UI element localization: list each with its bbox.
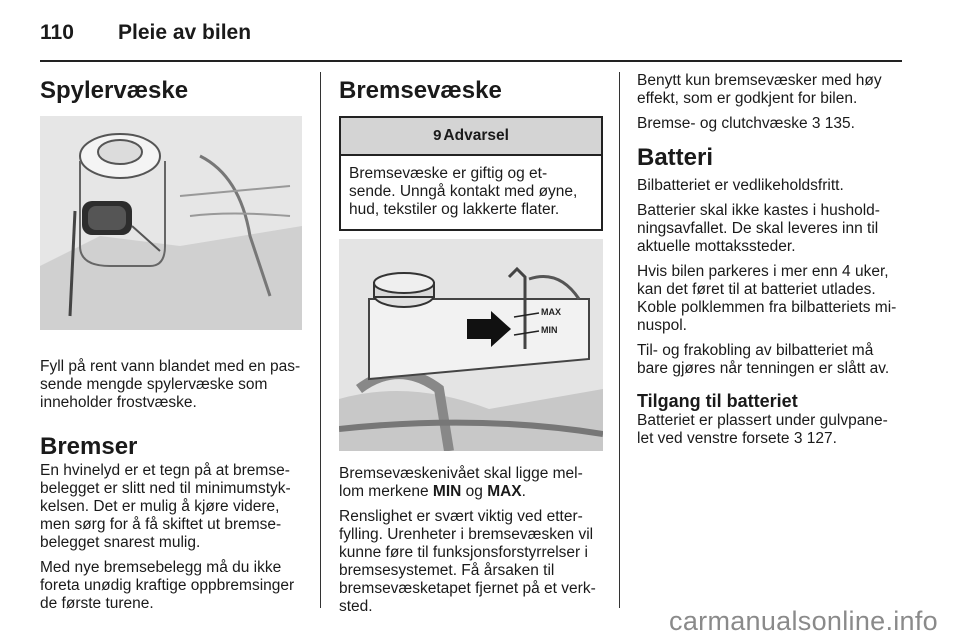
header-rule xyxy=(40,60,902,62)
reference-page: 135. xyxy=(820,115,855,132)
warning-title: Advarsel xyxy=(443,127,509,144)
reference-arrow-icon: 3 xyxy=(811,115,821,132)
chapter-title: Pleie av bilen xyxy=(118,21,252,44)
column-middle xyxy=(339,72,603,623)
min-label: MIN xyxy=(432,483,462,500)
washer-fluid-text: Fyll på rent vann blandet med en pas-sende mengde spylervæske som inneholder frostvæske. xyxy=(40,358,301,411)
battery-text-3: Hvis bilen parkeres i mer enn 4 uker, kan det føret til at batteriet utlades. Koble polklemmen fra bilbatteriets mi-nuspol. xyxy=(637,263,897,334)
column-left xyxy=(40,72,302,620)
brakes-text-2: Med nye bremsebelegg må du ikke foreta unødig kraftige oppbremsinger de første turene. xyxy=(40,559,295,612)
page-number: 110 xyxy=(40,21,74,44)
reference-text: Bremse- og clutchvæske xyxy=(637,115,812,132)
access-arrow-icon: 3 xyxy=(793,430,803,447)
brake-fluid-reservoir-figure xyxy=(339,239,603,451)
brake-clutch-reference xyxy=(637,115,903,133)
battery-access-text xyxy=(637,412,903,448)
min-mark-label: MIN xyxy=(541,325,558,335)
washer-fluid-heading: Spylervæske xyxy=(40,77,189,104)
brake-level-text xyxy=(339,465,603,501)
brake-level-text-after: . xyxy=(521,483,526,500)
access-page: 127. xyxy=(802,430,837,447)
battery-access-text-body: Batteriet er plassert under gulvpane-let ved venstre forsete xyxy=(637,412,888,447)
brakes-heading: Bremser xyxy=(40,433,138,460)
column-divider-2 xyxy=(619,72,620,608)
battery-heading: Batteri xyxy=(637,144,714,171)
brake-fluid-spec-text: Benytt kun bremsevæsker med høy effekt, som er godkjent for bilen. xyxy=(637,72,882,107)
brake-level-text-before: Bremsevæskenivået skal ligge mel-lom merkene xyxy=(339,465,583,500)
column-divider-1 xyxy=(320,72,321,608)
warning-text: Bremsevæske er giftig og et-sende. Unngå kontakt med øyne, hud, tekstiler og lakkerte flater. xyxy=(349,165,578,218)
brake-fluid-heading: Bremsevæske xyxy=(339,77,502,104)
brake-level-text-mid: og xyxy=(461,483,488,500)
warning-triangle-icon: 9 xyxy=(433,127,442,144)
watermark: carmanualsonline.info xyxy=(669,606,938,636)
warning-box xyxy=(339,116,603,231)
cleanliness-text: Renslighet er svært viktig ved etter-fylling. Urenheter i bremsevæsken vil kunne føre til funksjonsforstyrrelser i bremsesystemet. Få årsaken til bremsevæsketapet fjernet på et verk-sted. xyxy=(339,508,596,615)
battery-text-4: Til- og frakobling av bilbatteriet må bare gjøres når tenningen er slått av. xyxy=(637,342,890,377)
column-right xyxy=(637,72,903,455)
battery-access-heading: Tilgang til batteriet xyxy=(637,391,798,411)
max-mark-label: MAX xyxy=(541,307,561,317)
washer-reservoir-figure xyxy=(40,116,302,330)
warning-header xyxy=(341,118,601,156)
brakes-text-1: En hvinelyd er et tegn på at bremse-belegget er slitt ned til minimumstyk-kelsen. Det er mulig å kjøre videre, men sørg for å få skiftet ut bremse-belegget snarest mulig. xyxy=(40,462,291,551)
battery-text-1: Bilbatteriet er vedlikeholdsfritt. xyxy=(637,177,844,194)
max-label: MAX xyxy=(487,483,522,500)
battery-text-2: Batterier skal ikke kastes i hushold-ningsavfallet. De skal leveres inn til aktuelle mottakssteder. xyxy=(637,202,880,255)
page-header xyxy=(40,18,251,48)
